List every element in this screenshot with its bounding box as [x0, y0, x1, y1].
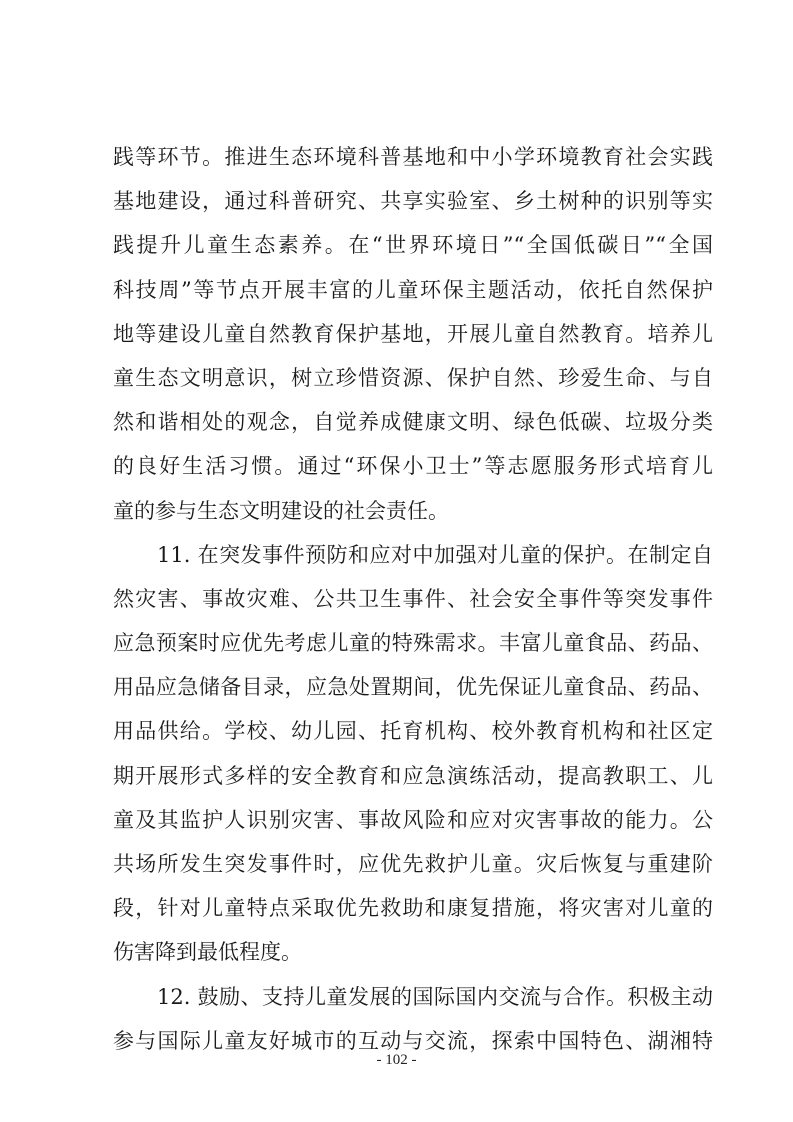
paragraph-item-12 [113, 975, 713, 1063]
text-line: 然灾害、事故灾难、公共卫生事件、社会安全事件等突发事件 [113, 586, 713, 611]
text-line: 践等环节。推进生态环境科普基地和中小学环境教育社会实践 [113, 145, 713, 169]
text-line: 应急预案时应优先考虑儿童的特殊需求。丰富儿童食品、药品、 [113, 631, 713, 656]
text-line: 段，针对儿童特点采取优先救助和康复措施，将灾害对儿童的 [113, 896, 713, 921]
body-text [113, 135, 713, 1063]
text-line: 践提升儿童生态素养。在“世界环境日”“全国低碳日”“全国 [113, 233, 713, 258]
text-line: 地等建设儿童自然教育保护基地，开展儿童自然教育。培养儿 [113, 321, 713, 346]
page-number: - 102 - [376, 1052, 417, 1068]
text-line: 科技周”等节点开展丰富的儿童环保主题活动，依托自然保护 [113, 277, 713, 302]
text-line: 参与国际儿童友好城市的互动与交流，探索中国特色、湖湘特 [113, 1028, 713, 1053]
text-line: 用品应急储备目录，应急处置期间，优先保证儿童食品、药品、 [113, 675, 713, 700]
text-line: 童生态文明意识，树立珍惜资源、保护自然、珍爱生命、与自 [113, 365, 713, 390]
paragraph-ecology [113, 135, 713, 533]
paragraph-item-11 [113, 533, 713, 975]
text-line: 伤害降到最低程度。 [113, 940, 302, 965]
text-line: 然和谐相处的观念，自觉养成健康文明、绿色低碳、垃圾分类 [113, 410, 713, 435]
text-line: 的良好生活习惯。通过“环保小卫士”等志愿服务形式培育儿 [113, 454, 713, 479]
text-line: 共场所发生突发事件时，应优先救护儿童。灾后恢复与重建阶 [113, 852, 713, 876]
text-line: 童及其监护人识别灾害、事故风险和应对灾害事故的能力。公 [113, 807, 713, 832]
text-line: 12. 鼓励、支持儿童发展的国际国内交流与合作。积极主动 [157, 984, 713, 1009]
text-line: 童的参与生态文明建设的社会责任。 [113, 498, 449, 523]
text-line: 11. 在突发事件预防和应对中加强对儿童的保护。在制定自 [157, 542, 713, 567]
text-line: 基地建设，通过科普研究、共享实验室、乡土树种的识别等实 [113, 189, 713, 214]
text-line: 期开展形式多样的安全教育和应急演练活动，提高教职工、儿 [113, 763, 713, 788]
text-line: 用品供给。学校、幼儿园、托育机构、校外教育机构和社区定 [113, 719, 713, 744]
